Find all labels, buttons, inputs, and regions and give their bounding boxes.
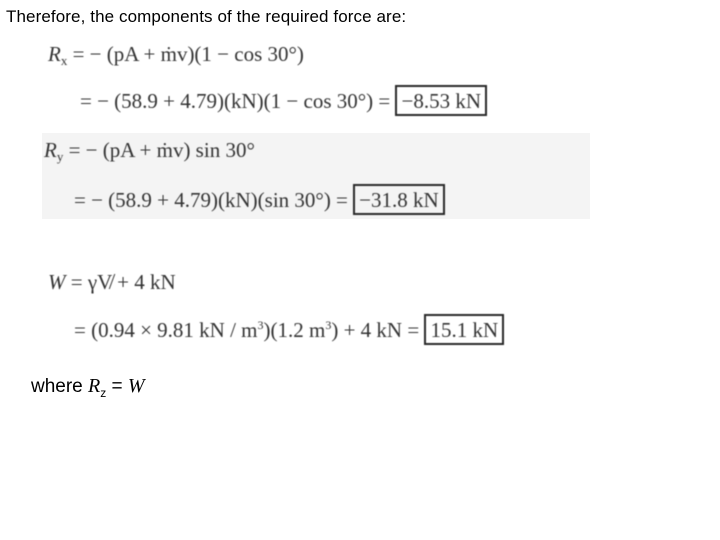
w-formula: = γV̸ + 4 kN	[65, 270, 176, 294]
where-prefix: where	[31, 376, 89, 397]
heading-text: Therefore, the components of the required force are:	[6, 7, 407, 26]
w-symbol: W	[48, 270, 66, 294]
where-note	[31, 375, 145, 400]
ry-result-box: −31.8 kN	[353, 184, 445, 215]
rx-result-box: −8.53 kN	[395, 85, 487, 116]
w-exponent1: 3	[257, 318, 264, 332]
ry-substitution: = − (58.9 + 4.79)(kN)(sin 30°) =	[74, 188, 348, 212]
where-equals: =	[106, 376, 128, 397]
rx-subscript: x	[60, 53, 68, 68]
w-sub-part3: ) + 4 kN =	[331, 318, 420, 342]
rz-symbol: R	[88, 375, 101, 397]
ry-formula: = − (pA + ṁv) sin 30°	[63, 138, 255, 162]
ry-equation-line2	[74, 184, 445, 215]
rz-subscript: z	[100, 385, 107, 400]
rx-symbol: R	[48, 42, 61, 66]
w-sub-part2: )(1.2 m	[263, 318, 326, 342]
ry-subscript: y	[56, 149, 64, 164]
rx-substitution: = − (58.9 + 4.79)(kN)(1 − cos 30°) =	[80, 89, 391, 113]
w-equation-line1	[48, 270, 176, 295]
rx-formula: = − (pA + ṁv)(1 − cos 30°)	[67, 42, 304, 66]
w-exponent2: 3	[325, 318, 332, 332]
ry-equation-line1	[44, 138, 255, 165]
w-equation-line2	[74, 314, 504, 345]
w-sub-part1: = (0.94 × 9.81 kN / m	[74, 318, 258, 342]
w-result-box: 15.1 kN	[424, 314, 504, 345]
ry-symbol: R	[44, 138, 57, 162]
rx-equation-line1	[48, 42, 304, 69]
rx-equation-line2	[80, 85, 487, 116]
where-rhs: W	[127, 375, 145, 397]
